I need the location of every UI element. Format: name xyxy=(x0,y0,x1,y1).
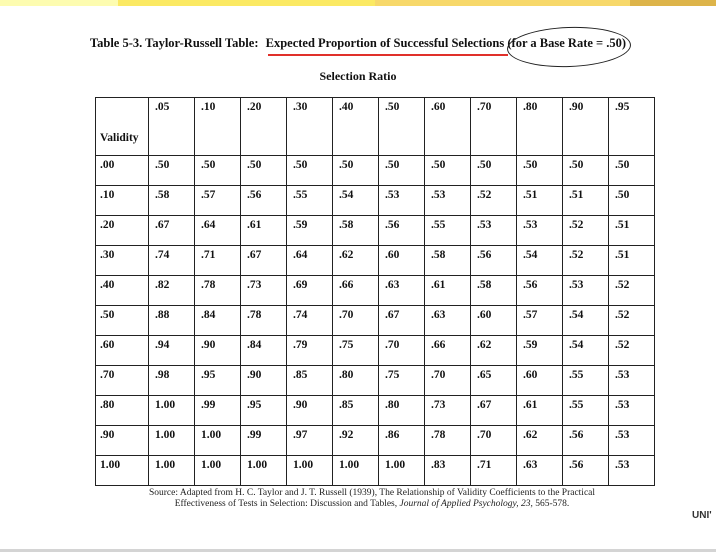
proportion-cell: .95 xyxy=(195,366,241,396)
proportion-cell: .59 xyxy=(287,216,333,246)
proportion-cell: 1.00 xyxy=(241,456,287,486)
top-color-bar xyxy=(0,0,716,6)
proportion-cell: .92 xyxy=(333,426,379,456)
table-row xyxy=(96,276,655,306)
validity-cell: 1.00 xyxy=(96,456,149,486)
proportion-cell: .54 xyxy=(333,186,379,216)
proportion-cell: .67 xyxy=(471,396,517,426)
journal-name: Journal of Applied Psychology, 23, xyxy=(399,499,533,509)
proportion-cell: .83 xyxy=(425,456,471,486)
table-row xyxy=(96,426,655,456)
validity-cell: .00 xyxy=(96,156,149,186)
proportion-cell: .62 xyxy=(471,336,517,366)
proportion-cell: .90 xyxy=(287,396,333,426)
proportion-cell: .67 xyxy=(149,216,195,246)
selection-ratio-header: .80 xyxy=(517,98,563,156)
selection-ratio-header: .05 xyxy=(149,98,195,156)
validity-cell: .50 xyxy=(96,306,149,336)
proportion-cell: .61 xyxy=(425,276,471,306)
proportion-cell: .64 xyxy=(287,246,333,276)
selection-ratio-header: .50 xyxy=(379,98,425,156)
title-emphasis: Expected Proportion of Successful Selections xyxy=(265,36,505,50)
proportion-cell: 1.00 xyxy=(149,426,195,456)
proportion-cell: .60 xyxy=(517,366,563,396)
proportion-cell: .75 xyxy=(333,336,379,366)
proportion-cell: .74 xyxy=(149,246,195,276)
proportion-cell: .70 xyxy=(471,426,517,456)
proportion-cell: .78 xyxy=(195,276,241,306)
proportion-cell: .86 xyxy=(379,426,425,456)
proportion-cell: .58 xyxy=(425,246,471,276)
proportion-cell: 1.00 xyxy=(195,456,241,486)
proportion-cell: 1.00 xyxy=(149,396,195,426)
proportion-cell: .74 xyxy=(287,306,333,336)
proportion-cell: .57 xyxy=(195,186,241,216)
proportion-cell: .53 xyxy=(471,216,517,246)
source-citation xyxy=(0,488,716,510)
proportion-cell: .79 xyxy=(287,336,333,366)
top-bar-segment-1 xyxy=(0,0,118,6)
selection-ratio-label: Selection Ratio xyxy=(319,69,397,83)
validity-cell: .90 xyxy=(96,426,149,456)
table-row xyxy=(96,156,655,186)
proportion-cell: .63 xyxy=(379,276,425,306)
proportion-cell: 1.00 xyxy=(195,426,241,456)
validity-cell: .30 xyxy=(96,246,149,276)
selection-ratio-header: .40 xyxy=(333,98,379,156)
proportion-cell: .53 xyxy=(609,366,655,396)
proportion-cell: .78 xyxy=(241,306,287,336)
selection-ratio-header: .10 xyxy=(195,98,241,156)
source-line-1: Source: Adapted from H. C. Taylor and J. T. Russell (1939), The Relationship of Validity Coefficients to the Practical xyxy=(148,488,596,498)
proportion-cell: .50 xyxy=(287,156,333,186)
proportion-cell: .60 xyxy=(471,306,517,336)
top-bar-segment-4 xyxy=(630,0,716,6)
proportion-cell: .51 xyxy=(609,246,655,276)
proportion-cell: .95 xyxy=(241,396,287,426)
source-line-2-prefix: Effectiveness of Tests in Selection: Discussion and Tables, xyxy=(174,499,400,509)
proportion-cell: .97 xyxy=(287,426,333,456)
table-row xyxy=(96,396,655,426)
proportion-cell: .54 xyxy=(563,336,609,366)
top-bar-segment-2 xyxy=(118,0,375,6)
proportion-cell: .85 xyxy=(333,396,379,426)
proportion-cell: .53 xyxy=(563,276,609,306)
proportion-cell: .56 xyxy=(563,456,609,486)
proportion-cell: 1.00 xyxy=(379,456,425,486)
proportion-cell: .58 xyxy=(471,276,517,306)
proportion-cell: .54 xyxy=(517,246,563,276)
proportion-cell: .99 xyxy=(241,426,287,456)
proportion-cell: .52 xyxy=(609,336,655,366)
ellipse-annotation xyxy=(506,25,631,69)
proportion-cell: .90 xyxy=(195,336,241,366)
proportion-cell: .63 xyxy=(517,456,563,486)
proportion-cell: 1.00 xyxy=(149,456,195,486)
corner-logo-text: UNI' xyxy=(692,510,712,521)
proportion-cell: .52 xyxy=(609,306,655,336)
proportion-cell: .57 xyxy=(517,306,563,336)
proportion-cell: .55 xyxy=(563,396,609,426)
selection-ratio-header: .95 xyxy=(609,98,655,156)
table-row xyxy=(96,216,655,246)
table-row xyxy=(96,246,655,276)
proportion-cell: .50 xyxy=(379,156,425,186)
proportion-cell: .56 xyxy=(563,426,609,456)
proportion-cell: .59 xyxy=(517,336,563,366)
proportion-cell: .70 xyxy=(379,336,425,366)
proportion-cell: .69 xyxy=(287,276,333,306)
table-row xyxy=(96,456,655,486)
proportion-cell: .62 xyxy=(517,426,563,456)
proportion-cell: .66 xyxy=(333,276,379,306)
proportion-cell: .98 xyxy=(149,366,195,396)
validity-cell: .70 xyxy=(96,366,149,396)
proportion-cell: .90 xyxy=(241,366,287,396)
selection-ratio-header: .90 xyxy=(563,98,609,156)
proportion-cell: .66 xyxy=(425,336,471,366)
proportion-cell: .52 xyxy=(563,246,609,276)
proportion-cell: .84 xyxy=(195,306,241,336)
proportion-cell: .71 xyxy=(195,246,241,276)
proportion-cell: .50 xyxy=(195,156,241,186)
proportion-cell: .53 xyxy=(379,186,425,216)
table-row xyxy=(96,336,655,366)
proportion-cell: .55 xyxy=(287,186,333,216)
proportion-cell: .82 xyxy=(149,276,195,306)
proportion-cell: .63 xyxy=(425,306,471,336)
title-prefix: Table 5-3. Taylor-Russell Table: xyxy=(89,36,259,50)
proportion-cell: .67 xyxy=(241,246,287,276)
proportion-cell: .50 xyxy=(609,156,655,186)
proportion-cell: .80 xyxy=(333,366,379,396)
proportion-cell: .50 xyxy=(609,186,655,216)
proportion-cell: .50 xyxy=(563,156,609,186)
proportion-cell: .71 xyxy=(471,456,517,486)
proportion-cell: .50 xyxy=(149,156,195,186)
proportion-cell: .50 xyxy=(425,156,471,186)
proportion-cell: .56 xyxy=(241,186,287,216)
proportion-cell: .52 xyxy=(609,276,655,306)
proportion-cell: .50 xyxy=(471,156,517,186)
proportion-cell: .52 xyxy=(471,186,517,216)
proportion-cell: .50 xyxy=(517,156,563,186)
proportion-cell: .56 xyxy=(517,276,563,306)
proportion-cell: .99 xyxy=(195,396,241,426)
proportion-cell: .53 xyxy=(425,186,471,216)
proportion-cell: .58 xyxy=(149,186,195,216)
proportion-cell: .78 xyxy=(425,426,471,456)
proportion-cell: .56 xyxy=(379,216,425,246)
header-row xyxy=(96,98,655,156)
proportion-cell: .53 xyxy=(609,426,655,456)
red-underline-annotation xyxy=(268,54,508,56)
proportion-cell: .60 xyxy=(379,246,425,276)
source-line-2 xyxy=(0,499,716,510)
proportion-cell: .62 xyxy=(333,246,379,276)
proportion-cell: .85 xyxy=(287,366,333,396)
table-row xyxy=(96,306,655,336)
proportion-cell: .61 xyxy=(241,216,287,246)
selection-ratio-header: .20 xyxy=(241,98,287,156)
table-row xyxy=(96,186,655,216)
proportion-cell: .75 xyxy=(379,366,425,396)
proportion-cell: .70 xyxy=(425,366,471,396)
validity-cell: .80 xyxy=(96,396,149,426)
selection-ratio-header: .60 xyxy=(425,98,471,156)
proportion-cell: .54 xyxy=(563,306,609,336)
taylor-russell-table xyxy=(95,97,655,486)
proportion-cell: .52 xyxy=(563,216,609,246)
validity-cell: .40 xyxy=(96,276,149,306)
validity-cell: .10 xyxy=(96,186,149,216)
proportion-cell: .88 xyxy=(149,306,195,336)
proportion-cell: .51 xyxy=(517,186,563,216)
title-suffix: (for a Base Rate = .50) xyxy=(507,36,627,50)
validity-cell: .60 xyxy=(96,336,149,366)
selection-ratio-header: .70 xyxy=(471,98,517,156)
proportion-cell: .67 xyxy=(379,306,425,336)
proportion-cell: .56 xyxy=(471,246,517,276)
proportion-cell: .53 xyxy=(517,216,563,246)
proportion-cell: .53 xyxy=(609,396,655,426)
proportion-cell: .55 xyxy=(563,366,609,396)
proportion-cell: .50 xyxy=(333,156,379,186)
validity-cell: .20 xyxy=(96,216,149,246)
proportion-cell: .65 xyxy=(471,366,517,396)
proportion-cell: 1.00 xyxy=(333,456,379,486)
proportion-cell: .51 xyxy=(563,186,609,216)
proportion-cell: .84 xyxy=(241,336,287,366)
selection-ratio-header: .30 xyxy=(287,98,333,156)
proportion-cell: .50 xyxy=(241,156,287,186)
proportion-cell: .64 xyxy=(195,216,241,246)
proportion-cell: .73 xyxy=(425,396,471,426)
proportion-cell: .94 xyxy=(149,336,195,366)
proportion-cell: .73 xyxy=(241,276,287,306)
proportion-cell: .51 xyxy=(609,216,655,246)
proportion-cell: .58 xyxy=(333,216,379,246)
proportion-cell: .53 xyxy=(609,456,655,486)
table-row xyxy=(96,366,655,396)
validity-header: Validity xyxy=(96,98,149,156)
proportion-cell: .61 xyxy=(517,396,563,426)
proportion-cell: .55 xyxy=(425,216,471,246)
proportion-cell: 1.00 xyxy=(287,456,333,486)
proportion-cell: .70 xyxy=(333,306,379,336)
top-bar-segment-3 xyxy=(375,0,630,6)
source-line-2-suffix: 565-578. xyxy=(532,499,570,509)
proportion-cell: .80 xyxy=(379,396,425,426)
